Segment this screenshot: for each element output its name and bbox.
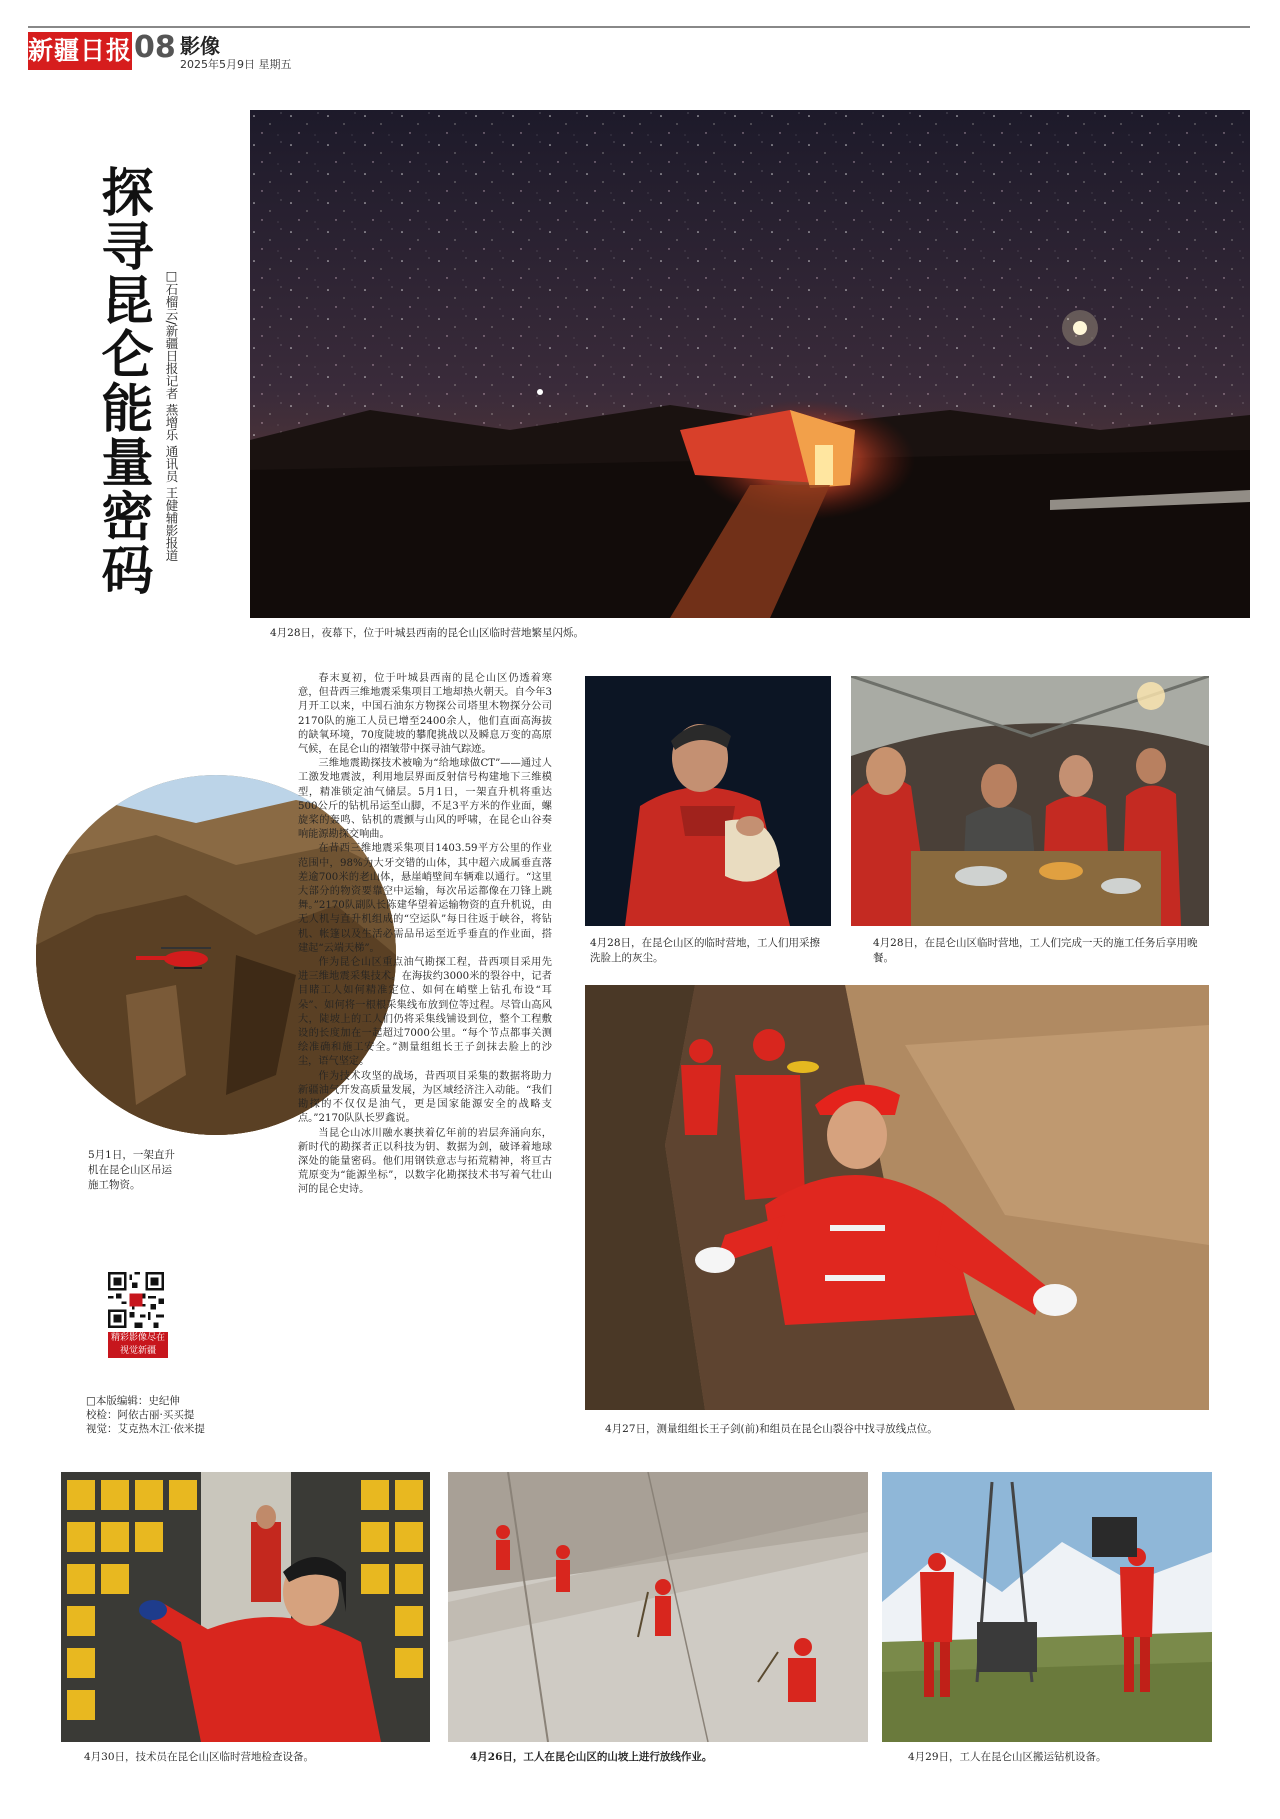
article-paragraph: 三维地震勘探技术被喻为“给地球做CT”——通过人工激发地震波，利用地层界面反射信号构建地下三维模型，精准锁定油气储层。5月1日，一架直升机将重达500公斤的钻机吊运至山脚，不足3平方米的作业面，螺旋桨的轰鸣、钻机的震颤与山风的呼啸，在昆仑山谷奏响能源勘探交响曲。: [298, 758, 552, 841]
qr-caption: 精彩影像尽在视觉新疆: [108, 1332, 168, 1358]
caption-helicopter: 5月1日，一架直升机在昆仑山区吊运施工物资。: [88, 1149, 175, 1191]
article-paragraph: 春末夏初，位于叶城县西南的昆仑山区仍透着寒意，但昔西三维地震采集项目工地却热火朝天。自今年3月开工以来，中国石油东方物探公司塔里木物探分公司2170队的施工人员已增至2400余人，他们直面高海拔的缺氧环境，70度陡坡的攀爬挑战以及瞬息万变的高原气候，在昆仑山的褶皱带中探寻油气踪迹。: [298, 673, 552, 756]
photo-dinner[interactable]: [851, 676, 1209, 926]
page-number: 08: [134, 30, 176, 65]
masthead-logo[interactable]: 新疆日报: [28, 32, 132, 70]
credit-editor: □本版编辑：史纪伸: [86, 1395, 180, 1407]
top-rule: [28, 26, 1250, 28]
photo-face-washing[interactable]: [585, 676, 831, 926]
caption-equipment-check: 4月30日，技术员在昆仑山区临时营地检查设备。: [84, 1751, 315, 1763]
editor-credits: [86, 1394, 256, 1436]
article-body: [298, 672, 552, 1198]
caption-slope-work: 4月26日，工人在昆仑山区的山坡上进行放线作业。: [470, 1751, 713, 1763]
caption-gorge-survey: 4月27日，测量组组长王子剑(前)和组员在昆仑山裂谷中找寻放线点位。: [605, 1423, 938, 1435]
qr-code[interactable]: [108, 1272, 164, 1328]
article-title: 探寻昆仑能量密码: [92, 165, 152, 597]
credit-proof: 校检：阿依古丽·买买提: [86, 1409, 195, 1421]
photo-equipment-check[interactable]: [61, 1472, 430, 1742]
photo-slope-work[interactable]: [448, 1472, 868, 1742]
byline: □石榴云/新疆日报记者 燕增乐 通讯员 王健辅影报道: [164, 268, 179, 562]
article-paragraph: 在昔西三维地震采集项目1403.59平方公里的作业范围中，98%为大牙交错的山体，其中超六成属垂直落差逾700米的老山体，悬崖峭壁间车辆难以通行。“这里大部分的物资要靠空中运输，每次吊运都像在刀锋上跳舞。”2170队副队长陈建华望着运输物资的直升机说，由无人机与直升机组成的“空运队”每日往返于峡谷，将钻机、帐篷以及生活必需品吊运至近乎垂直的作业面，搭建起“云端天梯”。: [298, 843, 552, 954]
photo-night-camp[interactable]: [250, 110, 1250, 618]
article-paragraph: 当昆仑山冰川融水裹挟着亿年前的岩层奔涌向东，新时代的勘探者正以科技为钥、数据为剑，破译着地球深处的能量密码。他们用钢铁意志与拓荒精神，将亘古荒原变为“能源坐标”，以数字化勘探技术书写着气壮山河的昆仑史诗。: [298, 1127, 552, 1196]
caption-night-camp: 4月28日，夜幕下，位于叶城县西南的昆仑山区临时营地繁星闪烁。: [270, 627, 585, 639]
photo-gorge-survey[interactable]: [585, 985, 1209, 1410]
section-name: 影像: [180, 34, 220, 58]
caption-dinner: 4月28日，在昆仑山区临时营地，工人们完成一天的施工任务后享用晚餐。: [873, 937, 1198, 964]
issue-date: 2025年5月9日 星期五: [180, 58, 292, 71]
article-paragraph: 作为昆仑山区重点油气勘探工程，昔西项目采用先进三维地震采集技术。在海拔约3000米的裂谷中，记者目睹工人如何精准定位、如何在峭壁上钻孔布设“耳朵”、如何将一根根采集线布放到位等过程。尽管山高风大，陡坡上的工人们仍将采集线铺设到位，整个工程敷设的长度加在一起超过7000公里。“每个节点都事关测绘准确和施工安全。”测量组组长王子剑抹去脸上的沙尘，语气坚定。: [298, 957, 552, 1068]
credit-vision: 视觉：艾克热木江·依米提: [86, 1423, 205, 1435]
photo-drill-transport[interactable]: [882, 1472, 1212, 1742]
article-paragraph: 作为技术攻坚的战场，昔西项目采集的数据将助力新疆油气开发高质量发展，为区域经济注入动能。“我们勘探的不仅仅是油气，更是国家能源安全的战略支点。”2170队队长罗鑫说。: [298, 1070, 552, 1125]
caption-face-washing: 4月28日，在昆仑山区的临时营地，工人们用采擦洗脸上的灰尘。: [590, 937, 821, 964]
caption-drill-transport: 4月29日，工人在昆仑山区搬运钻机设备。: [908, 1751, 1107, 1763]
